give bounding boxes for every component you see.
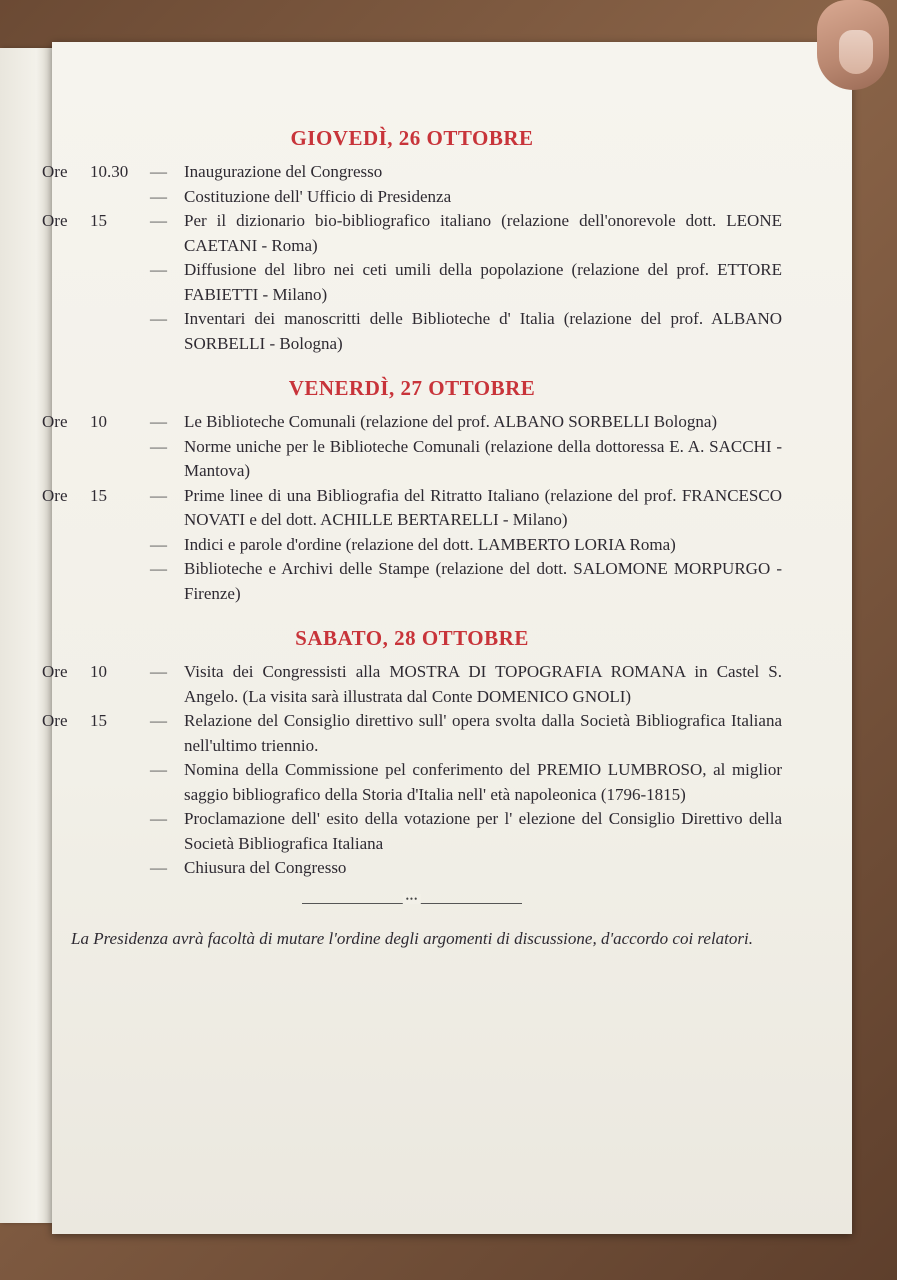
ore-label [42,758,90,807]
entry-text: Inventari dei manoscritti delle Biblioteche d' Italia (relazione del prof. ALBANO SORBELLI - Bologna) [184,309,782,353]
program-entry [42,807,782,856]
program-entry [42,557,782,606]
program-entry [42,410,782,435]
dash: — [150,809,167,828]
entry-text: Norme uniche per le Biblioteche Comunali (relazione della dottoressa E. A. SACCHI - Mantova) [184,436,782,480]
program-entry [42,307,782,356]
dash: — [150,309,167,328]
dash: — [150,534,167,554]
ore-label [42,856,90,881]
dash: — [150,858,167,877]
dash: — [150,186,167,206]
time-label [90,856,150,881]
program-entry [42,856,782,881]
ore-label [42,258,90,307]
time-label [90,435,150,484]
dash: — [150,559,167,578]
ore-label [42,435,90,484]
program-entry [42,758,782,807]
thumb [817,0,889,90]
entry-text: Per il dizionario bio-bibliografico italiano (relazione dell'onorevole dott. LEONE CAETANI - Roma) [184,211,782,255]
entry-text: Indici e parole d'ordine (relazione del dott. LAMBERTO LORIA Roma) [184,534,676,554]
dash: — [150,162,167,181]
day-heading: SABATO, 28 OTTOBRE [295,626,529,650]
program-entry [42,660,782,709]
dash: — [150,485,167,505]
entry-text: Relazione del Consiglio direttivo sull' opera svolta dalla Società Bibliografica Italiana nell'ultimo triennio. [184,711,782,755]
time-label [90,307,150,356]
time-label: 15 [90,711,107,730]
dash: — [150,711,167,730]
dash: — [150,662,167,681]
entry-text: Diffusione del libro nei ceti umili della popolazione (relazione del prof. ETTORE FABIETTI - Milano) [184,260,782,304]
time-label [90,258,150,307]
thumbnail [839,30,873,74]
ore-label: Ore [42,211,68,230]
entry-text: Nomina della Commissione pel conferimento del PREMIO LUMBROSO, al miglior saggio bibliografico della Storia d'Italia nell' età napoleonica (1796-1815) [184,760,782,804]
time-label: 10 [90,662,107,681]
ore-label [42,307,90,356]
program-entry [42,209,782,258]
ore-label: Ore [42,485,68,505]
dash: — [150,760,167,779]
time-label [90,533,150,558]
ore-label [42,557,90,606]
program-entry [42,185,782,210]
time-label [90,185,150,210]
ore-label: Ore [42,162,68,181]
program-entry [42,484,782,533]
entry-text: Biblioteche e Archivi delle Stampe (relazione del dott. SALOMONE MORPURGO - Firenze) [184,559,782,603]
entry-text: Chiusura del Congresso [184,858,347,877]
ore-label [42,533,90,558]
closing-note: La Presidenza avrà facoltà di mutare l'ordine degli argomenti di discussione, d'accordo coi relatori. [70,928,753,948]
dash: — [150,260,167,279]
day-heading: VENERDÌ, 27 OTTOBRE [288,376,536,400]
entry-text: Visita dei Congressisti alla MOSTRA DI TOPOGRAFIA ROMANA in Castel S. Angelo. (La visita sarà illustrata dal Conte DOMENICO GNOLI) [184,662,782,706]
entry-text: Proclamazione dell' esito della votazione per l' elezione del Consiglio Direttivo della Società Bibliografica Italiana [184,809,782,853]
program-entry [42,709,782,758]
program-entry [42,533,782,558]
time-label: 10.30 [90,162,129,181]
entry-text: Costituzione dell' Ufficio di Presidenza [184,186,452,206]
day-heading: GIOVEDÌ, 26 OTTOBRE [290,126,534,150]
program-content [42,124,782,969]
time-label [90,758,150,807]
ornamental-divider [302,903,522,904]
program-entry [42,160,782,185]
ore-label: Ore [42,412,68,431]
time-label [90,807,150,856]
entry-text: Le Biblioteche Comunali (relazione del prof. ALBANO SORBELLI Bologna) [184,412,718,431]
program-entry [42,435,782,484]
ore-label: Ore [42,711,68,730]
time-label: 15 [90,485,107,505]
dash: — [150,412,167,431]
time-label: 10 [90,412,107,431]
entry-text: Inaugurazione del Congresso [184,162,383,181]
dash: — [150,211,167,230]
ore-label: Ore [42,662,68,681]
time-label [90,557,150,606]
dash: — [150,436,167,456]
ore-label [42,807,90,856]
time-label: 15 [90,211,107,230]
ore-label [42,185,90,210]
entry-text: Prime linee di una Bibliografia del Ritratto Italiano (relazione del prof. FRANCESCO NOVATI e del dott. ACHILLE BERTARELLI - Milano) [184,485,782,529]
program-entry [42,258,782,307]
